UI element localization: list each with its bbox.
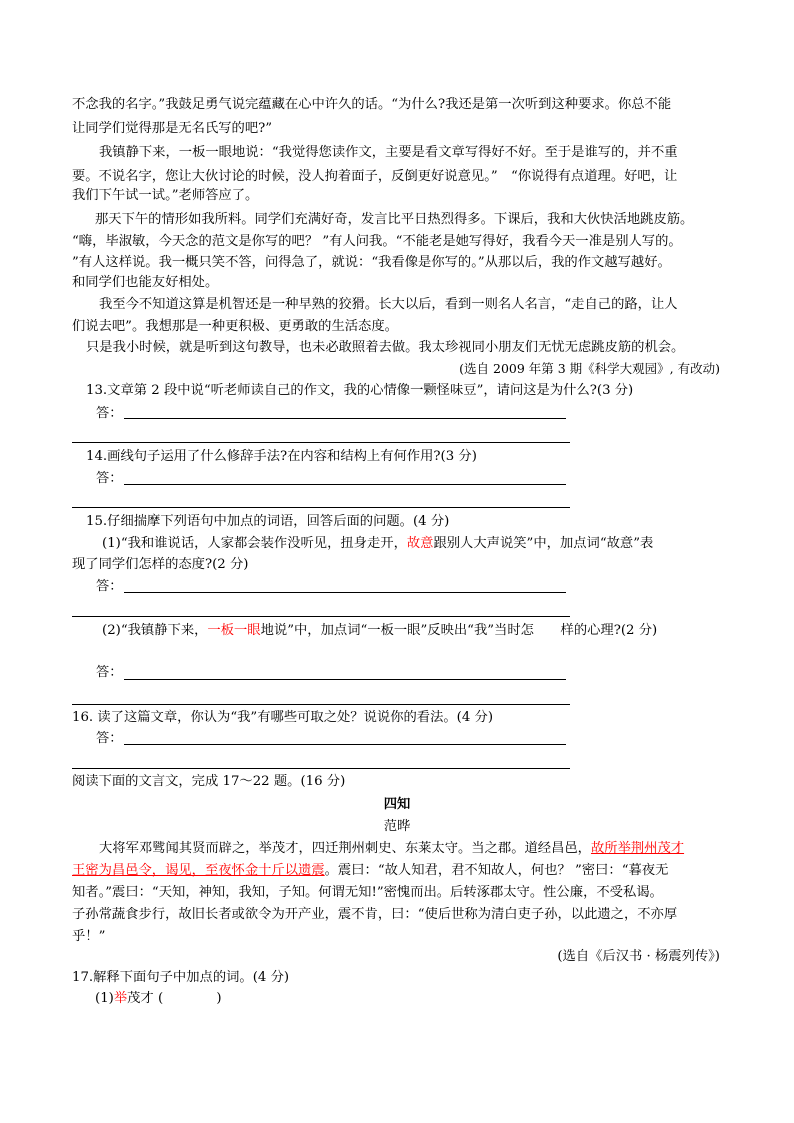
- classical-line: [99, 840, 684, 858]
- answer-label: 答：: [96, 579, 123, 594]
- passage-line: 我们下午试一试。”老师答应了。: [72, 188, 259, 203]
- answer-line[interactable]: [124, 744, 566, 745]
- q15-1-highlight: 故意: [406, 536, 434, 551]
- question-15: 15.仔细揣摩下列语句中加点的词语，回答后面的问题。(4 分): [86, 514, 450, 529]
- q17-1-highlight: 举: [113, 991, 128, 1006]
- answer-line[interactable]: [72, 616, 570, 617]
- passage-line: “嗨，毕淑敏，今天念的范文是你写的吧？ ”有人问我。“不能老是她写得好，我看今天一准是别人写的。: [72, 234, 682, 249]
- q15-1-text-b: 跟别人大声说笑”中，加点词“故意”表: [433, 536, 654, 551]
- answer-line[interactable]: [124, 679, 566, 680]
- classical-title: 四知: [383, 797, 411, 812]
- question-15-1-cont: 现了同学们怎样的态度?(2 分): [72, 557, 249, 572]
- passage-line: 不念我的名字。”我鼓足勇气说完蕴藏在心中许久的话。“为什么?我还是第一次听到这种要求。你总不能: [72, 97, 672, 112]
- answer-line[interactable]: [72, 768, 570, 769]
- passage-line: 只是我小时候，就是听到这句教导，也未必敢照着去做。我太珍视同小朋友们无忧无虑跳皮筋的机会。: [86, 340, 685, 355]
- passage-line: 和同学们也能友好相处。: [72, 275, 219, 290]
- question-15-2: [102, 622, 657, 640]
- question-13: 13.文章第 2 段中说“听老师读自己的作文，我的心情像一颗怪味豆”，请问这是为什么?(3 分): [86, 383, 634, 398]
- q15-1-text-a: (1)“我和谁说话，人家都会装作没听见，扭身走开，: [102, 536, 407, 551]
- classical-line: 知者。”震曰：“天知，神知，我知，子知。何谓无知!”密愧而出。后转涿郡太守。性公廉，不受私谒。: [72, 885, 663, 900]
- q15-2-text-b: 地说”中，加点词“一板一眼”反映出“我”当时怎 样的心理?(2 分): [260, 623, 658, 638]
- passage-line: 那天下午的情形如我所料。同学们充满好奇，发言比平日热烈得多。下课后，我和大伙快活地跳皮筋。: [95, 212, 694, 227]
- question-17: 17.解释下面句子中加点的词。(4 分): [72, 970, 290, 985]
- classical-intro: 阅读下面的文言文，完成 17～22 题。(16 分): [72, 774, 346, 789]
- answer-line[interactable]: [72, 704, 570, 705]
- question-15-1: [102, 535, 653, 553]
- answer-label: 答：: [96, 406, 123, 421]
- question-14: 14.画线句子运用了什么修辞手法?在内容和结构上有何作用?(3 分): [86, 449, 477, 464]
- passage-line: 让同学们觉得那是无名氏写的吧?”: [72, 121, 273, 136]
- q15-2-highlight: 一板一眼: [207, 623, 261, 638]
- classical-line: [72, 862, 668, 880]
- passage-line: 我镇静下来，一板一眼地说：“我觉得您读作文，主要是看文章写得好不好。至于是谁写的，并不重: [99, 145, 678, 160]
- answer-line[interactable]: [72, 507, 570, 508]
- q17-1-text: 茂才 ( ): [127, 991, 222, 1006]
- answer-line[interactable]: [124, 418, 566, 419]
- passage-line: 要。不说名字，您让大伙讨论的时候，没人拘着面子，反倒更好说意见。” “你说得有点道理。好吧，让: [72, 169, 678, 184]
- question-16: 16. 读了这篇文章，你认为“我”有哪些可取之处？说说你的看法。(4 分): [72, 710, 494, 725]
- passage-line: 们说去吧”。我想那是一种更积极、更勇敢的生活态度。: [72, 319, 398, 334]
- answer-label: 答：: [96, 731, 123, 746]
- answer-line[interactable]: [72, 442, 570, 443]
- answer-line[interactable]: [124, 592, 566, 593]
- answer-label: 答：: [96, 471, 123, 486]
- q15-2-text-a: (2)“我镇静下来，: [102, 623, 208, 638]
- classical-text-a: 大将军邓骘闻其贤而辟之，举茂才，四迁荆州刺史、东莱太守。当之郡。道经昌邑，: [99, 841, 591, 856]
- question-17-1: [95, 990, 222, 1008]
- answer-label: 答：: [96, 665, 123, 680]
- passage-source: (选自 2009 年第 3 期《科学大观园》, 有改动): [459, 361, 720, 376]
- classical-underlined: 故所举荆州茂才: [590, 841, 685, 856]
- classical-line: 乎！”: [72, 929, 106, 944]
- classical-author: 范晔: [383, 819, 411, 834]
- classical-underlined: 王密为昌邑令，谒见，至夜怀金十斤以遗震: [72, 863, 325, 878]
- answer-line[interactable]: [124, 484, 566, 485]
- classical-source: (选自《后汉书 · 杨震列传》): [557, 949, 720, 964]
- passage-line: ”有人这样说。我一概只笑不答，问得急了，就说：“我看像是你写的。”从那以后，我的作文越写越好。: [72, 255, 671, 270]
- classical-line: 子孙常蔬食步行，故旧长者或欲令为开产业，震不肯，曰：“使后世称为清白吏子孙，以此遗之，不亦厚: [72, 907, 678, 922]
- q17-1-num: (1): [95, 991, 114, 1006]
- classical-text-b: 。震曰：“故人知君，君不知故人，何也？ ”密曰：“暮夜无: [324, 863, 669, 878]
- passage-line: 我至今不知道这算是机智还是一种早熟的狡猾。长大以后，看到一则名人名言，“走自己的路，让人: [99, 297, 678, 312]
